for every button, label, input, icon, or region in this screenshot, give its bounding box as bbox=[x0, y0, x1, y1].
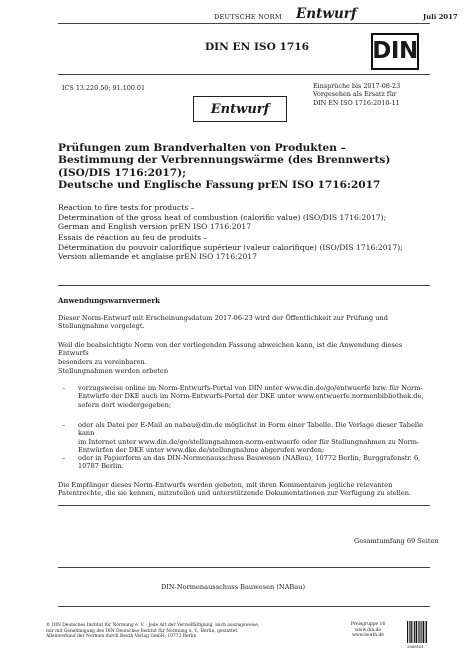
page-count: Gesamtumfang 69 Seiten bbox=[354, 537, 439, 545]
notice-top-rule bbox=[58, 285, 430, 286]
barcode-number: 2666161 bbox=[407, 644, 424, 649]
title-line: Bestimmung der Verbrennungswärme (des Brennwerts) bbox=[58, 154, 391, 167]
list-item bbox=[62, 421, 430, 454]
list-dash: – bbox=[62, 421, 66, 429]
title-line: Determination of the gross heat of combustion (calorific value) (ISO/DIS 1716:2017); bbox=[58, 212, 387, 222]
notice-paragraph bbox=[58, 314, 430, 331]
barcode-icon bbox=[407, 621, 427, 643]
price-line: www.beuth.de bbox=[352, 633, 384, 639]
footer-rule-1 bbox=[58, 567, 430, 568]
list-dash: – bbox=[62, 454, 66, 462]
list-line: vorzugsweise online im Norm-Entwurfs-Portal von DIN unter www.din.de/go/entwuerfe bzw. für Norm- bbox=[78, 384, 423, 392]
title-line: Deutsche und Englische Fassung prEN ISO 1716:2017 bbox=[58, 179, 381, 192]
standard-number: DIN EN ISO 1716 bbox=[205, 41, 309, 53]
list-line: sofern dort wiedergegeben; bbox=[78, 400, 172, 409]
price-group bbox=[333, 622, 403, 639]
meta-line: DIN EN ISO 1716:2010-11 bbox=[313, 98, 400, 107]
title-line: Essais de réaction au feu de produits – bbox=[58, 233, 208, 242]
copyright-notice bbox=[46, 623, 318, 640]
notice-paragraph: Stellungnahmen werden erbeten bbox=[58, 367, 169, 375]
header-entwurf: Entwurf bbox=[296, 6, 357, 22]
footer-rule-2 bbox=[58, 606, 430, 607]
title-line: German and English version prEN ISO 1716:2017 bbox=[58, 222, 252, 232]
standard-meta bbox=[313, 82, 400, 107]
notice-bottom-rule bbox=[58, 505, 430, 506]
paragraph-line: Dieser Norm-Entwurf mit Erscheinungsdatum 2017-06-23 wird der Öffentlichkeit zur Prüfung und bbox=[58, 314, 388, 322]
meta-line: Vorgesehen als Ersatz für bbox=[313, 90, 397, 99]
list-line: oder als Datei per E-Mail an nabau@din.de möglichst in Form einer Tabelle. Die Vorlage dieser Tabelle kann bbox=[78, 421, 423, 438]
copyright-line: © DIN Deutsches Institut für Normung e. V. · Jede Art der Vervielfältigung, auch auszugsweise, bbox=[46, 623, 260, 628]
list-line: 10787 Berlin. bbox=[78, 462, 124, 471]
list-line: Entwürfen der DKE unter www.dke.de/stellungnahme abgerufen werden; bbox=[78, 445, 325, 454]
list-line: oder in Papierform an das DIN-Normenausschuss Bauwesen (NABau), 10772 Berlin, Burggrafenstr. 6, bbox=[78, 454, 421, 462]
copyright-line: Alleinverkauf der Normen durch Beuth Verlag GmbH, 10772 Berlin bbox=[46, 634, 197, 640]
entwurf-stamp bbox=[193, 96, 287, 122]
meta-line: Einsprüche bis 2017-08-23 bbox=[313, 82, 401, 90]
paragraph-line: Patentrechte, die sie kennen, mitzuteilen und unterstützende Dokumentationen zur Verfügung zu stellen. bbox=[58, 489, 412, 498]
notice-heading: Anwendungswarnvermerk bbox=[58, 296, 160, 305]
title-line: (ISO/DIS 1716:2017); bbox=[58, 166, 186, 179]
header-date: Juli 2017 bbox=[423, 13, 458, 21]
entwurf-stamp-text: Entwurf bbox=[210, 101, 270, 117]
price-line: www.din.de bbox=[355, 627, 381, 633]
notice-paragraph bbox=[58, 481, 430, 498]
ics-codes: ICS 13.220.50; 91.100.01 bbox=[62, 84, 146, 92]
paragraph-line: Stellungnahme vorgelegt. bbox=[58, 322, 145, 331]
list-line: im Internet unter www.din.de/go/stellungnahmen-norm-entwuerfe oder für Stellungnahmen zu Norm- bbox=[78, 437, 420, 446]
copyright-line: nur mit Genehmigung des DIN Deutsches Institut für Normung e. V., Berlin, gestattet. bbox=[46, 628, 239, 634]
header-norm-label: DEUTSCHE NORM bbox=[214, 13, 282, 21]
list-line: Entwürfe der DKE auch im Norm-Entwurfs-Portal der DKE unter www.entwuerfe.normenbibliothek.de, bbox=[78, 392, 424, 401]
header-rule bbox=[58, 23, 430, 24]
title-line: Prüfungen zum Brandverhalten von Produkten – bbox=[58, 142, 346, 154]
list-dash: – bbox=[62, 384, 66, 392]
price-line: Preisgruppe 16 bbox=[350, 622, 386, 627]
din-logo bbox=[371, 33, 419, 70]
list-item bbox=[62, 454, 430, 471]
title-line: Reaction to fire tests for products – bbox=[58, 203, 195, 212]
notice-paragraph bbox=[58, 341, 430, 366]
title-french bbox=[58, 233, 438, 262]
list-item bbox=[62, 384, 430, 409]
publisher: DIN-Normenausschuss Bauwesen (NABau) bbox=[160, 583, 306, 591]
title-rule bbox=[58, 74, 430, 75]
paragraph-line: besonders zu vereinbaren. bbox=[58, 357, 147, 366]
din-logo-text: DIN bbox=[372, 38, 418, 64]
title-line: Détermination du pouvoir calorifique supérieur (valeur calorifique) (ISO/DIS 1716:2017); bbox=[58, 242, 403, 252]
title-english bbox=[58, 203, 438, 232]
title-german bbox=[58, 142, 430, 192]
title-line: Version allemande et anglaise prEN ISO 1716:2017 bbox=[58, 252, 257, 262]
paragraph-line: Weil die beabsichtigte Norm von der vorliegenden Fassung abweichen kann, ist die Anwendung dieses Entwurfs bbox=[58, 341, 403, 358]
paragraph-line: Die Empfänger dieses Norm-Entwurfs werden gebeten, mit ihren Kommentaren jegliche relevanten bbox=[58, 481, 393, 489]
